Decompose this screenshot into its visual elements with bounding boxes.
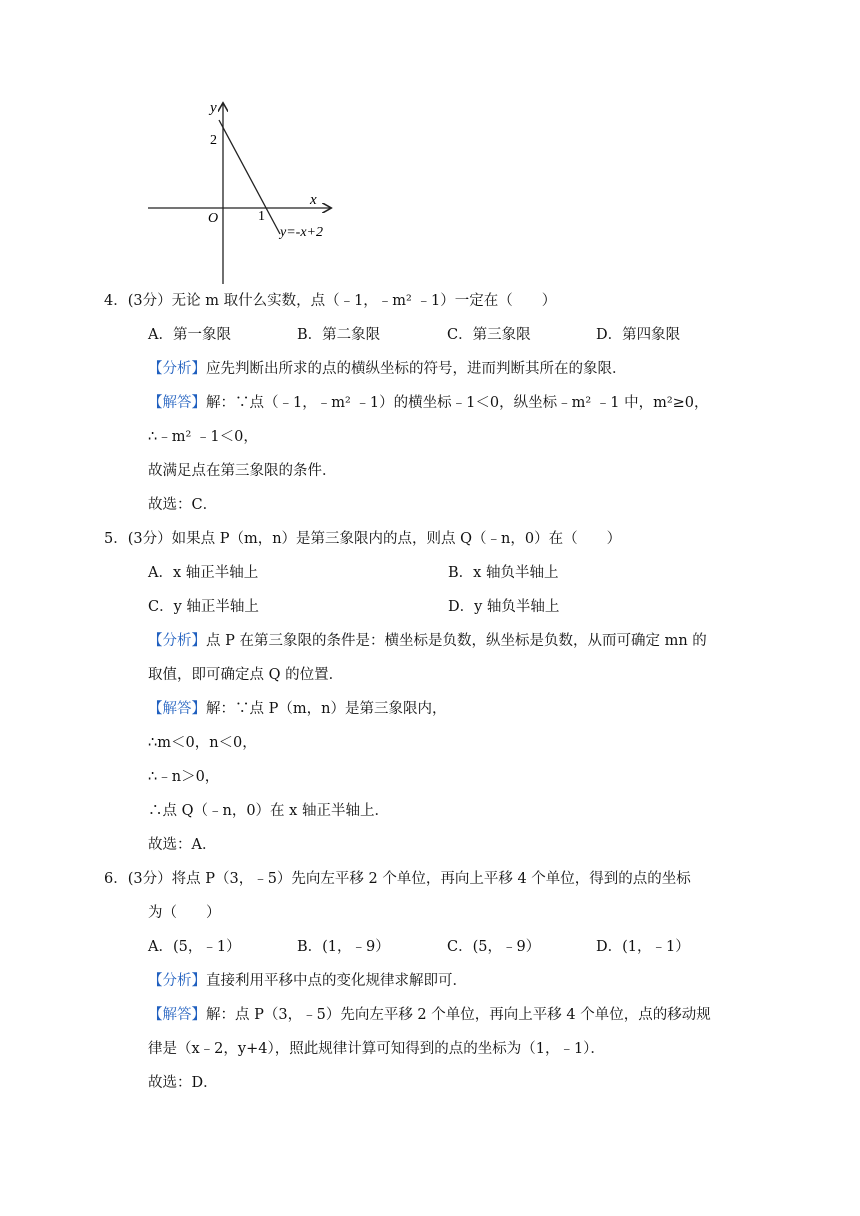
analysis-tag: 【分析】 [148,973,206,989]
q5-analysis-1 [148,631,707,651]
q4-option-b: B．第二象限 [297,327,381,343]
q4-option-d: D．第四象限 [596,327,681,343]
q4-choice: 故选：C． [148,497,218,513]
q4-analysis-text: 应先判断出所求的点的横纵坐标的符号，进而判断其所在的象限． [206,361,627,377]
q6-stem-2: 为（ ） [148,905,221,921]
q6-analysis [148,971,467,991]
q5-stem: 5．(3分）如果点 P（m，n）是第三象限内的点，则点 Q（﹣n，0）在（ ） [104,531,622,547]
q5-answer-2: ∴m＜0，n＜0， [148,735,257,751]
q6-answer-2: 律是（x﹣2，y+4），照此规律计算可知得到的点的坐标为（1，﹣1）． [148,1041,605,1057]
q4-stem: 4．(3分）无论 m 取什么实数，点（﹣1，﹣m² ﹣1）一定在（ ） [104,293,557,309]
q5-answer-1 [148,699,446,719]
q6-option-b: B．(1，﹣9） [297,939,390,955]
q6-option-a: A．(5，﹣1） [148,939,241,955]
function-graph [140,96,480,286]
analysis-tag: 【分析】 [148,361,206,377]
q6-analysis-text: 直接利用平移中点的变化规律求解即可． [206,973,467,989]
q5-option-a: A．x 轴正半轴上 [148,565,259,581]
q5-option-c: C．y 轴正半轴上 [148,599,259,615]
q6-answer-1 [148,1005,711,1025]
origin-label: O [208,211,219,226]
analysis-tag: 【分析】 [148,633,206,649]
q4-answer-1 [148,393,709,413]
y-axis-label: y [210,100,217,116]
answer-tag: 【解答】 [148,701,206,717]
q5-option-b: B．x 轴负半轴上 [448,565,559,581]
q6-choice: 故选：D． [148,1075,218,1091]
q6-option-d: D．(1，﹣1） [596,939,690,955]
q6-option-c: C．(5，﹣9） [447,939,541,955]
line-label: y=-x+2 [280,225,323,240]
q5-answer-4: ∴点 Q（﹣n，0）在 x 轴正半轴上． [148,803,389,819]
q4-option-c: C．第三象限 [447,327,531,343]
function-line [219,120,280,234]
q5-answer-1-text: 解：∵点 P（m，n）是第三象限内， [206,701,447,717]
x-intercept-label: 1 [258,209,265,224]
answer-tag: 【解答】 [148,395,206,411]
answer-tag: 【解答】 [148,1007,206,1023]
q4-answer-1-text: 解：∵点（﹣1，﹣m² ﹣1）的横坐标﹣1＜0，纵坐标﹣m² ﹣1 中，m²≥0， [206,395,709,411]
q4-answer-3: 故满足点在第三象限的条件． [148,463,337,479]
q6-answer-1-text: 解：点 P（3，﹣5）先向左平移 2 个单位，再向上平移 4 个单位，点的移动规 [206,1007,711,1023]
q4-analysis [148,359,627,379]
q5-option-d: D．y 轴负半轴上 [448,599,560,615]
q4-option-a: A．第一象限 [148,327,231,343]
y-intercept-label: 2 [210,133,217,148]
q6-stem-1: 6．(3分）将点 P（3，﹣5）先向左平移 2 个单位，再向上平移 4 个单位，得到的点的坐标 [104,871,691,887]
x-axis-label: x [310,192,317,208]
q5-analysis-1-text: 点 P 在第三象限的条件是：横坐标是负数，纵坐标是负数，从而可确定 mn 的 [206,633,707,649]
q5-choice: 故选：A． [148,837,217,853]
q5-analysis-2: 取值，即可确定点 Q 的位置． [148,667,344,683]
q5-answer-3: ∴﹣n＞0， [148,769,220,785]
q4-answer-2: ∴﹣m² ﹣1＜0， [148,429,258,445]
